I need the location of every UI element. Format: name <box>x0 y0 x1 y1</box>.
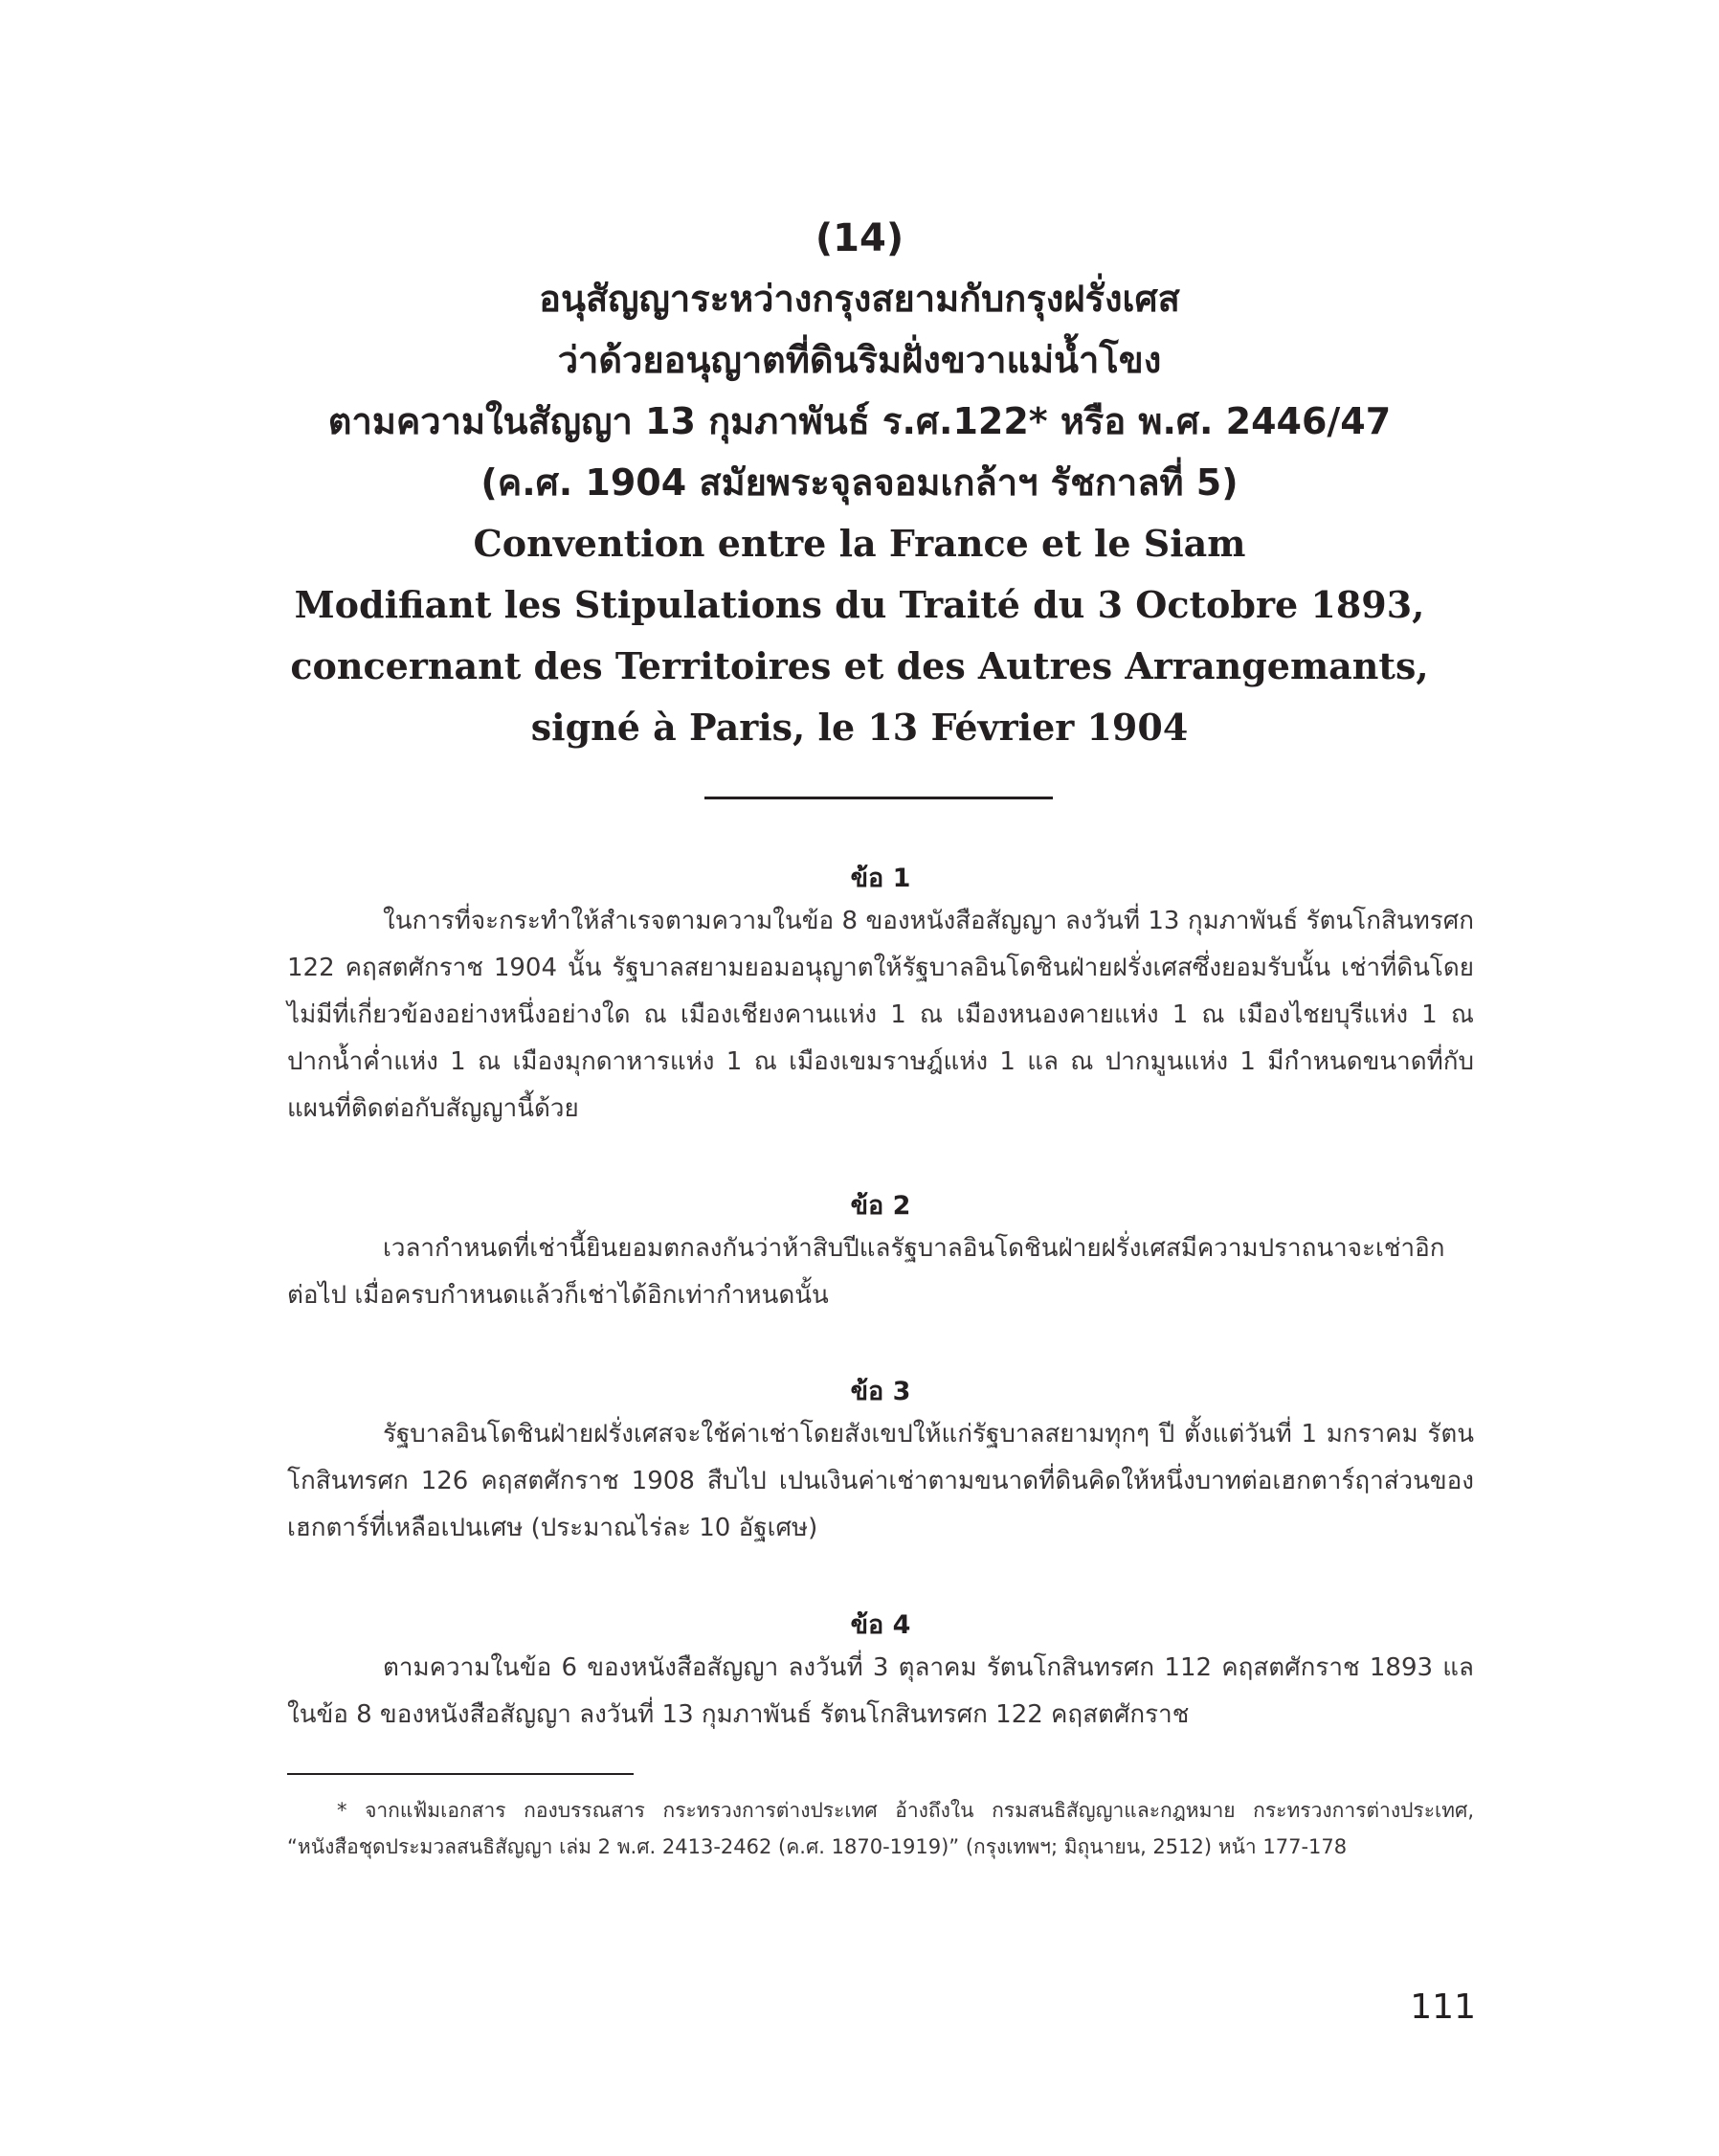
article-body <box>287 1225 1474 1319</box>
footnote-text: * จากแฟ้มเอกสาร กองบรรณสาร กระทรวงการต่างประเทศ อ้างถึงใน กรมสนธิสัญญาและกฎหมาย กระทรวงการต่างประเทศ, “หนังสือชุดประมวลสนธิสัญญา เล่ม 2 พ.ศ. 2413-2462 (ค.ศ. 1870-1919)” (กรุงเทพฯ; มิถุนายน, 2512) หน้า 177-178 <box>287 1799 1474 1858</box>
thai-title-line-1: อนุสัญญาระหว่างกรุงสยามกับกรุงฝรั่งเศส <box>539 278 1180 320</box>
article-text: เวลากำหนดที่เช่านี้ยินยอมตกลงกันว่าห้าสิบปีแลรัฐบาลอินโดชินฝ่ายฝรั่งเศสมีความปราถนาจะเช่าอิกต่อไป เมื่อครบกำหนดแล้วก็เช่าได้อิกเท่ากำหนดนั้น <box>287 1234 1445 1310</box>
article-4 <box>287 1606 1474 1739</box>
page-number: 111 <box>1410 1988 1476 2027</box>
article-heading: ข้อ 4 <box>850 1610 911 1640</box>
article-1 <box>287 860 1474 1133</box>
thai-title-line-3: ตามความในสัญญา 13 กุมภาพันธ์ ร.ศ.122* หรือ พ.ศ. 2446/47 <box>327 400 1392 442</box>
article-text: ในการที่จะกระทำให้สำเรจตามความในข้อ 8 ของหนังสือสัญญา ลงวันที่ 13 กุมภาพันธ์ รัตนโกสินทรศก 122 คฤสตศักราช 1904 นั้น รัฐบาลสยามยอมอนุญาตให้รัฐบาลอินโดชินฝ่ายฝรั่งเศสซึ่งยอมรับนั้น เช่าที่ดินโดยไม่มีที่เกี่ยวข้องอย่างหนึ่งอย่างใด ณ เมืองเชียงคานแห่ง 1 ณ เมืองหนองคายแห่ง 1 ณ เมืองไชยบุรีแห่ง 1 ณ ปากน้ำค่ำแห่ง 1 ณ เมืองมุกดาหารแห่ง 1 ณ เมืองเขมราษฎ์แห่ง 1 แล ณ ปากมูนแห่ง 1 มีกำหนดขนาดที่กับแผนที่ติดต่อกับสัญญานี้ด้วย <box>287 907 1474 1123</box>
article-body <box>287 1411 1474 1552</box>
footnote-divider <box>287 1773 634 1775</box>
thai-title-line-4: (ค.ศ. 1904 สมัยพระจุลจอมเกล้าฯ รัชกาลที่ 5) <box>480 461 1239 504</box>
french-title-line-3: concernant des Territoires et des Autres Arrangemants, <box>290 644 1429 687</box>
french-title-line-4: signé à Paris, le 13 Février 1904 <box>530 706 1189 749</box>
article-heading: ข้อ 2 <box>850 1191 911 1221</box>
document-number: (14) <box>815 216 904 260</box>
article-3 <box>287 1373 1474 1552</box>
article-heading: ข้อ 1 <box>850 864 911 893</box>
footnote <box>287 1792 1474 1865</box>
article-2 <box>287 1187 1474 1319</box>
article-body <box>287 1645 1474 1739</box>
article-text: รัฐบาลอินโดชินฝ่ายฝรั่งเศสจะใช้ค่าเช่าโดยสังเขปให้แก่รัฐบาลสยามทุกๆ ปี ตั้งแต่วันที่ 1 มกราคม รัตนโกสินทรศก 126 คฤสตศักราช 1908 สืบไป เปนเงินค่าเช่าตามขนาดที่ดินคิดให้หนึ่งบาทต่อเฮกตาร์ฤาส่วนของเฮกตาร์ที่เหลือเปนเศษ (ประมาณไร่ละ 10 อัฐเศษ) <box>287 1420 1474 1542</box>
thai-title-line-2: ว่าด้วยอนุญาตที่ดินริมฝั่งขวาแม่น้ำโขง <box>557 339 1162 381</box>
document-header <box>0 209 1719 758</box>
french-title-line-1: Convention entre la France et le Siam <box>473 522 1246 565</box>
article-body <box>287 898 1474 1133</box>
french-title-line-2: Modifiant les Stipulations du Traité du 3 Octobre 1893, <box>294 583 1425 626</box>
title-divider <box>704 797 1053 799</box>
article-heading: ข้อ 3 <box>850 1377 911 1406</box>
article-text: ตามความในข้อ 6 ของหนังสือสัญญา ลงวันที่ 3 ตุลาคม รัตนโกสินทรศก 112 คฤสตศักราช 1893 แลในข้อ 8 ของหนังสือสัญญา ลงวันที่ 13 กุมภาพันธ์ รัตนโกสินทรศก 122 คฤสตศักราช <box>287 1653 1474 1729</box>
